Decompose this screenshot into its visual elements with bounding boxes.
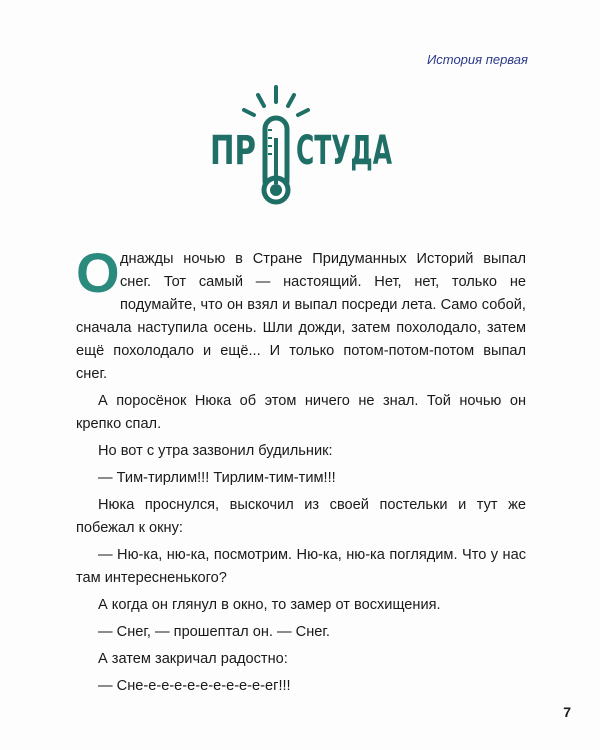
paragraph-4: — Тим-тирлим!!! Тирлим-тим-тим!!! [98, 470, 336, 486]
story-title [206, 80, 396, 210]
paragraph-text: днажды ночью в Стране Придуманных Историй выпал снег. Тот самый — настоящий. Нет, нет, только не подумайте, что он взял и выпал посреди лета. Само собой, сначала наступила осень. Шли дожди, затем похолодало, затем ещё похолодало и ещё... И только потом-потом-потом выпал снег. [76, 251, 526, 382]
paragraph-2: А поросёнок Нюка об этом ничего не знал. Той ночью он крепко спал. [76, 393, 526, 432]
paragraph-5: Нюка проснулся, выскочил из своей постельки и тут же побежал к окну: [76, 497, 526, 536]
paragraph-3: Но вот с утра зазвонил будильник: [98, 443, 333, 459]
paragraph-1 [76, 241, 526, 386]
title-graphic [206, 80, 396, 210]
thermometer-icon [264, 118, 288, 202]
paragraph-6: — Ню-ка, ню-ка, посмотрим. Ню-ка, ню-ка поглядим. Что у нас там интересненького? [76, 547, 526, 586]
thermometer-rays-icon [244, 87, 308, 115]
paragraph-8: — Снег, — прошептал он. — Снег. [98, 624, 330, 640]
paragraph-10: — Сне-е-е-е-е-е-е-е-е-е-ег!!! [98, 678, 291, 694]
story-body [76, 241, 526, 702]
title-left-text: ПР [210, 128, 256, 174]
title-right-text: СТУДА [296, 128, 393, 174]
paragraph-9: А затем закричал радостно: [98, 651, 288, 667]
chapter-label: История первая [426, 52, 528, 67]
paragraph-7: А когда он глянул в окно, то замер от восхищения. [98, 597, 441, 613]
page-number: 7 [563, 704, 571, 720]
drop-cap: О [76, 241, 120, 304]
